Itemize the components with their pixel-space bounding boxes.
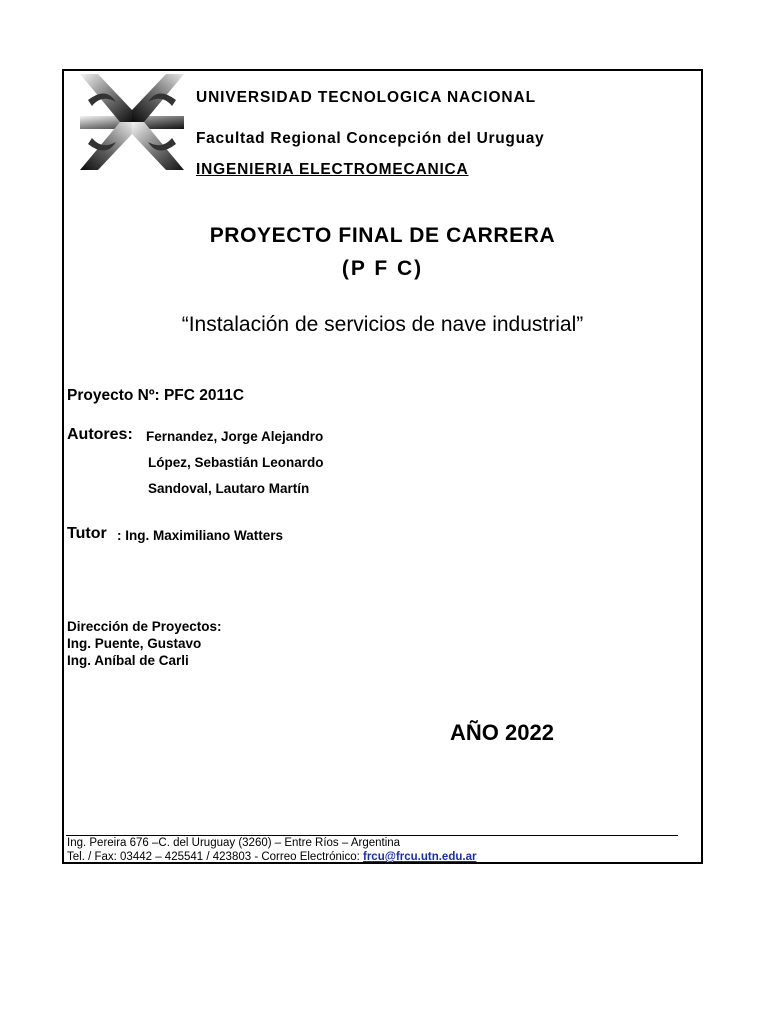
project-number: Proyecto Nº: PFC 2011C: [67, 387, 245, 404]
tutor-label: Tutor: [67, 525, 107, 542]
document-title: PROYECTO FINAL DE CARRERA: [209, 224, 556, 247]
faculty-name: Facultad Regional Concepción del Uruguay: [196, 130, 545, 147]
direction-label: Dirección de Proyectos:: [67, 619, 222, 634]
authors-label: Autores:: [67, 426, 133, 443]
direction-member: Ing. Aníbal de Carli: [67, 653, 189, 668]
footer-address: Ing. Pereira 676 –C. del Uruguay (3260) – Entre Ríos – Argentina: [67, 837, 401, 849]
footer-divider: [66, 835, 678, 836]
author-name: Sandoval, Lautaro Martín: [148, 481, 310, 496]
footer-contact-text: Tel. / Fax: 03442 – 425541 / 423803 - Correo Electrónico:: [67, 851, 363, 863]
university-name: UNIVERSIDAD TECNOLOGICA NACIONAL: [196, 89, 536, 106]
utn-logo: [76, 72, 188, 172]
department-name: INGENIERIA ELECTROMECANICA: [196, 161, 469, 178]
email-link[interactable]: frcu@frcu.utn.edu.ar: [363, 851, 477, 863]
author-name: López, Sebastián Leonardo: [148, 455, 324, 470]
document-title-abbreviation: (P F C): [341, 257, 424, 280]
year-label: AÑO 2022: [450, 720, 554, 745]
direction-member: Ing. Puente, Gustavo: [67, 636, 202, 651]
author-name: Fernandez, Jorge Alejandro: [146, 429, 324, 444]
project-subtitle: “Instalación de servicios de nave industrial”: [181, 313, 584, 336]
tutor-name: : Ing. Maximiliano Watters: [117, 528, 284, 543]
footer-contact: [67, 851, 476, 863]
